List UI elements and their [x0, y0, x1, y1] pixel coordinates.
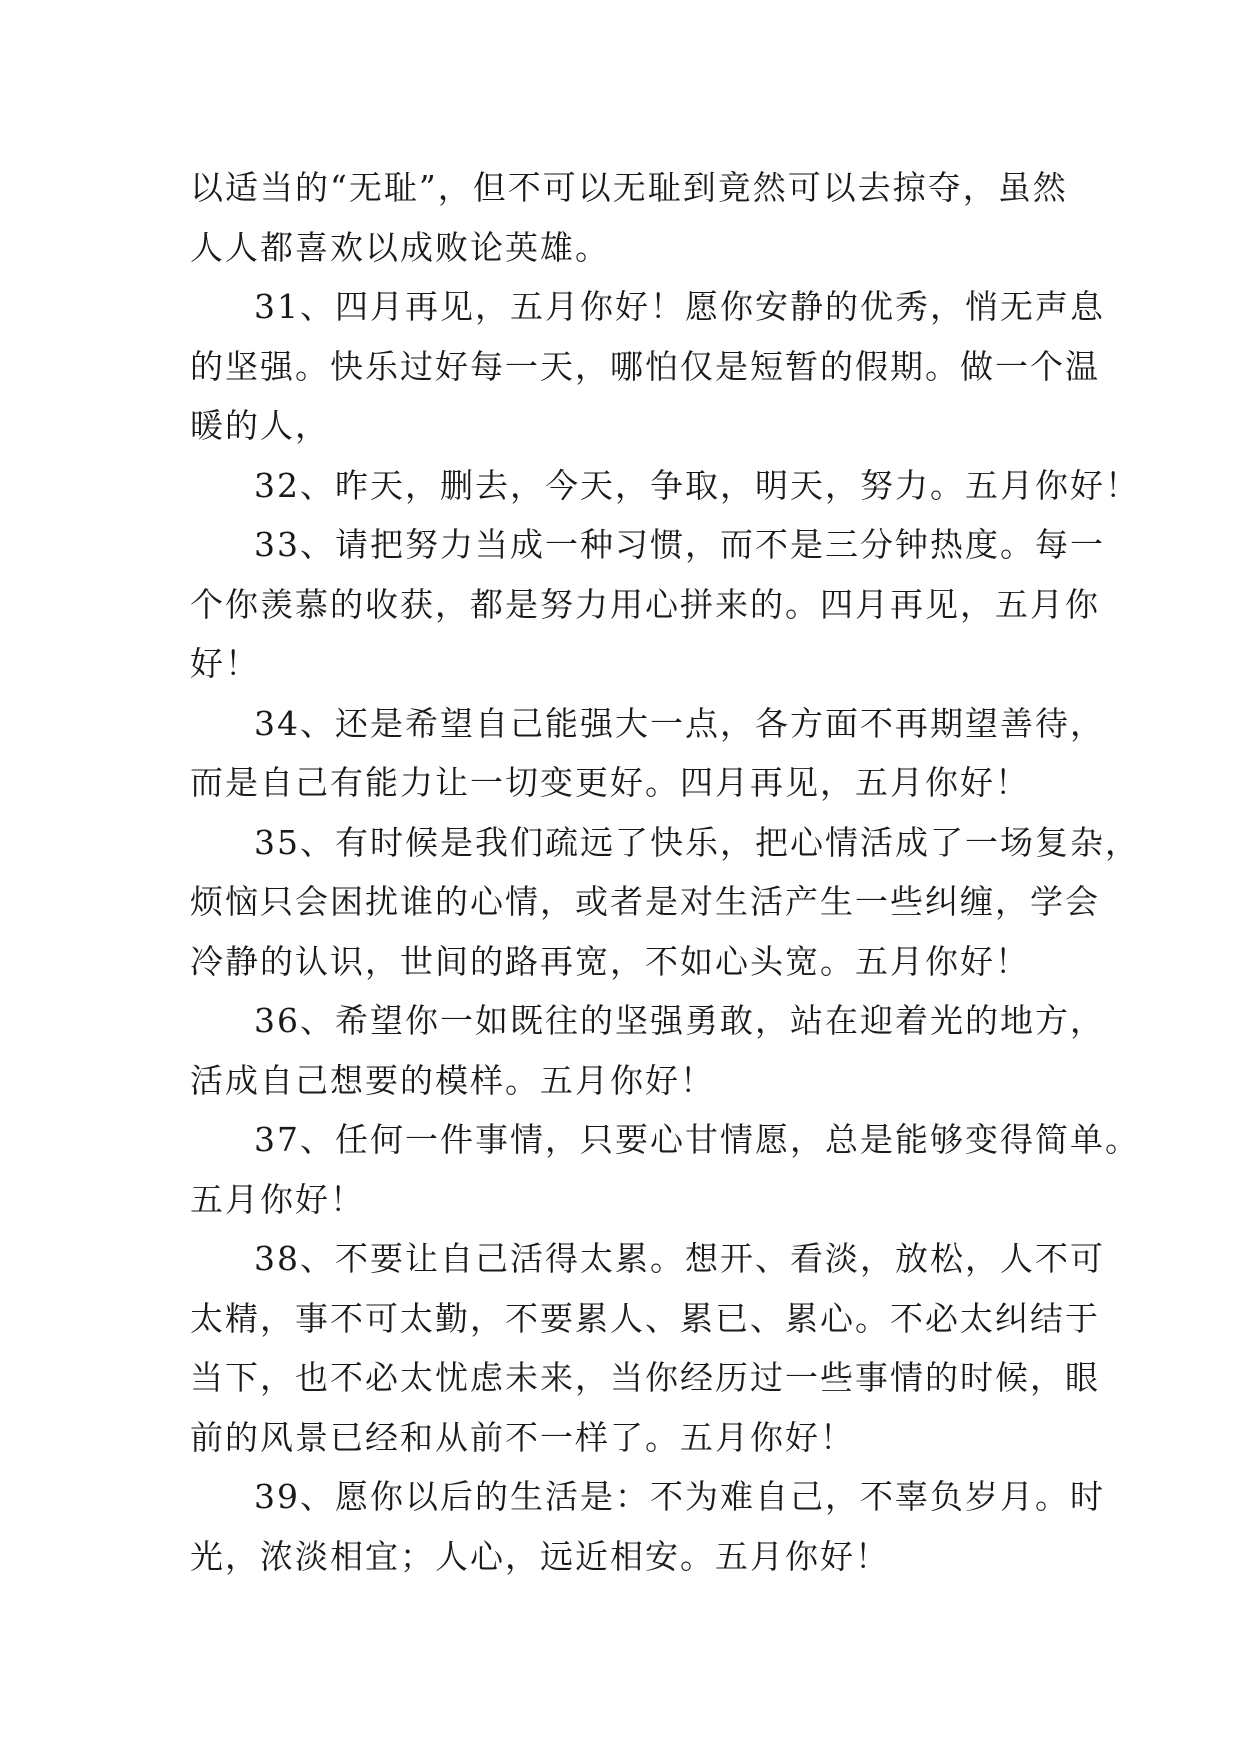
text-line: 当下，也不必太忧虑未来，当你经历过一些事情的时候，眼: [190, 1358, 1100, 1397]
text-line: 的坚强。快乐过好每一天，哪怕仅是短暂的假期。做一个温: [190, 346, 1100, 386]
text-line: 暖的人，: [190, 406, 330, 445]
paragraph-37: [190, 1110, 1140, 1229]
document-body: [190, 158, 1140, 1586]
text-line: 39、愿你以后的生活是：不为难自己，不辜负岁月。时: [254, 1477, 1105, 1516]
paragraph-31: [190, 277, 1105, 456]
text-line: 32、昨天，删去，今天，争取，明天，努力。五月你好！: [254, 465, 1140, 505]
text-line: 个你羡慕的收获，都是努力用心拼来的。四月再见，五月你: [190, 584, 1100, 624]
text-line: 36、希望你一如既往的坚强勇敢，站在迎着光的地方，: [254, 1001, 1105, 1040]
text-line: 太精，事不可太勤，不要累人、累已、累心。不必太纠结于: [190, 1298, 1100, 1338]
paragraph-38: [190, 1229, 1105, 1467]
text-line: 好！: [190, 644, 260, 683]
text-line: 人人都喜欢以成败论英雄。: [190, 227, 610, 267]
text-line: 37、任何一件事情，只要心甘情愿，总是能够变得简单。: [254, 1120, 1140, 1159]
text-line: 33、请把努力当成一种习惯，而不是三分钟热度。每一: [254, 525, 1105, 564]
paragraph-39: [190, 1467, 1105, 1586]
text-line: 光，浓淡相宜；人心，远近相安。五月你好！: [190, 1536, 890, 1576]
text-line: 38、不要让自己活得太累。想开、看淡，放松，人不可: [254, 1239, 1105, 1278]
text-line: 活成自己想要的模样。五月你好！: [190, 1060, 715, 1100]
text-line: 五月你好！: [190, 1179, 365, 1219]
text-line: 31、四月再见，五月你好！愿你安静的优秀，悄无声息: [254, 287, 1105, 326]
paragraph: [190, 158, 1070, 277]
paragraph-33: [190, 515, 1105, 694]
paragraph-34: [190, 694, 1105, 813]
paragraph-32: [190, 456, 1140, 516]
text-line: 34、还是希望自己能强大一点，各方面不再期望善待，: [254, 703, 1105, 743]
text-line: 烦恼只会困扰谁的心情，或者是对生活产生一些纠缠，学会: [190, 882, 1100, 921]
paragraph-35: [190, 813, 1140, 992]
text-line: 冷静的认识，世间的路再宽，不如心头宽。五月你好！: [190, 941, 1030, 981]
text-line: 以适当的“无耻”，但不可以无耻到竟然可以去掠夺，虽然: [190, 168, 1068, 207]
paragraph-36: [190, 991, 1105, 1110]
text-line: 前的风景已经和从前不一样了。五月你好！: [190, 1417, 855, 1457]
text-line: 而是自己有能力让一切变更好。四月再见，五月你好！: [190, 763, 1030, 802]
text-line: 35、有时候是我们疏远了快乐，把心情活成了一场复杂，: [254, 822, 1140, 862]
